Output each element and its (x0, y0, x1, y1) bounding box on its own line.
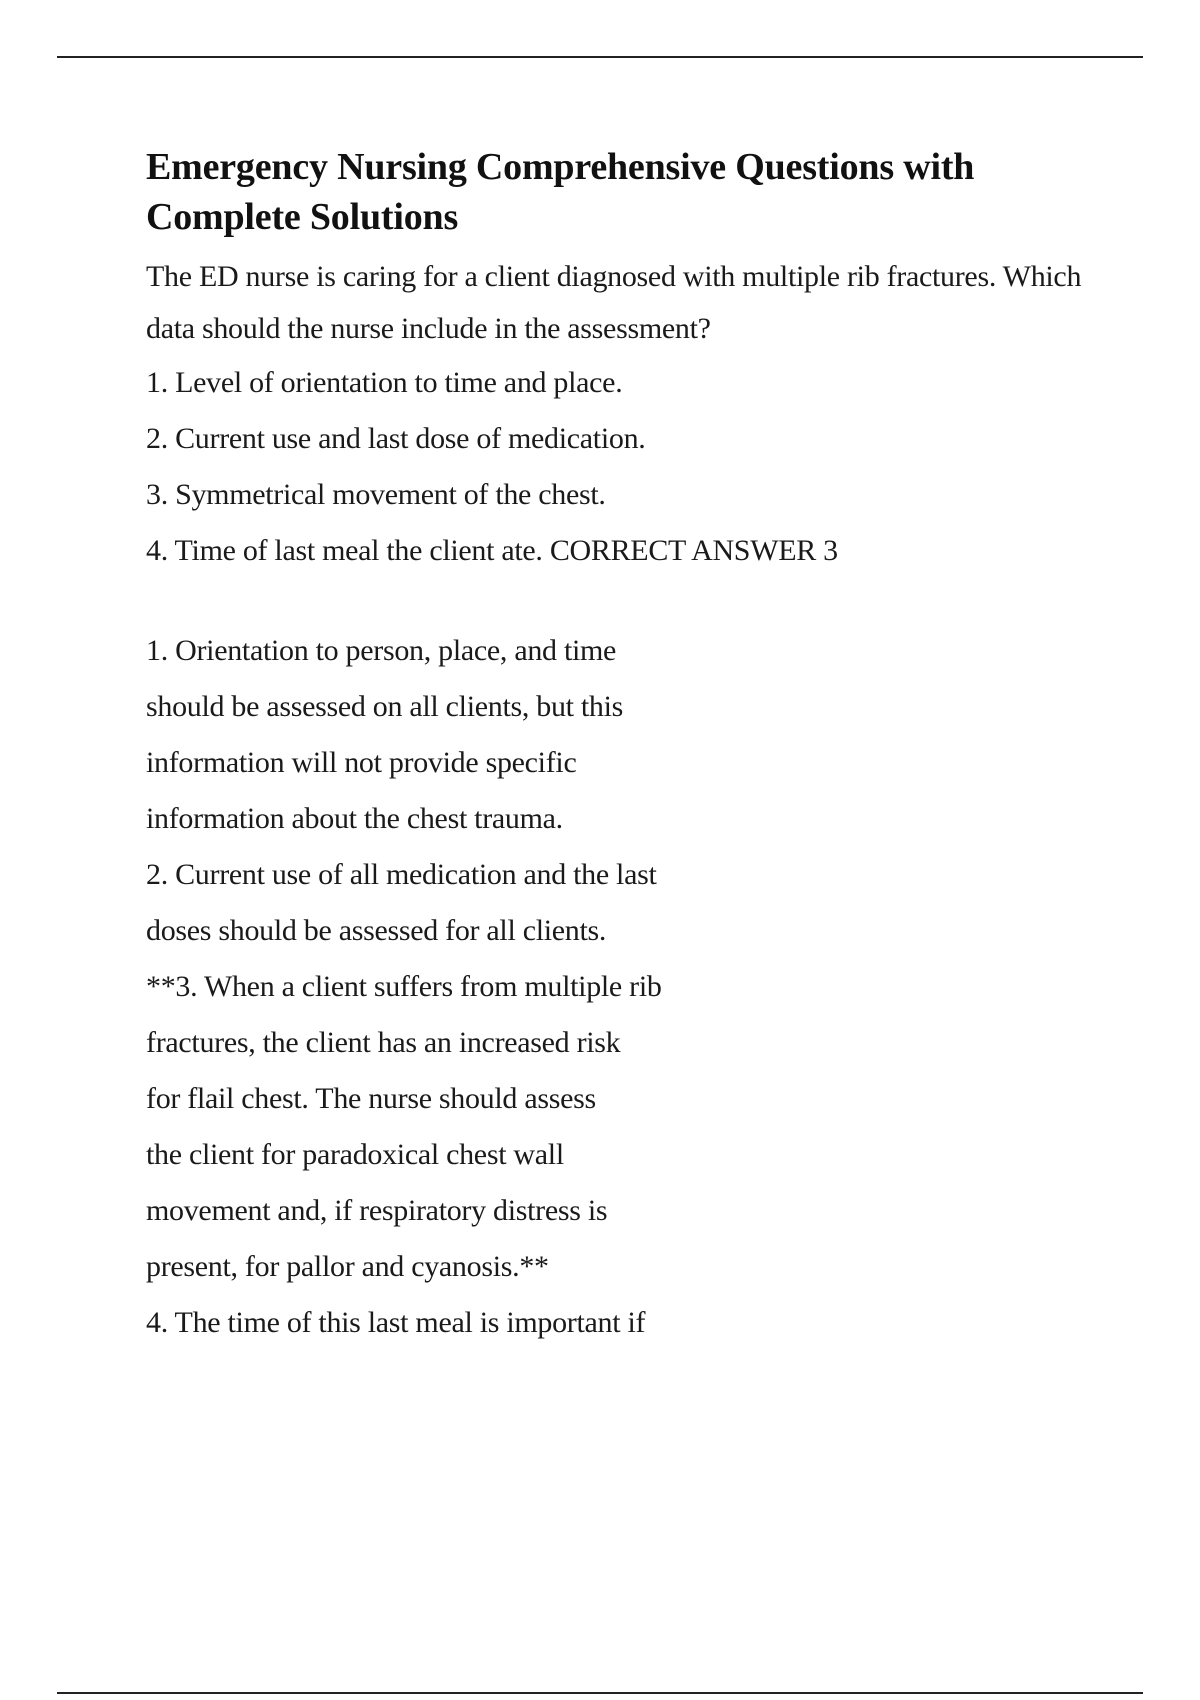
rationale-line: 2. Current use of all medication and the last (146, 858, 657, 891)
document-title: Emergency Nursing Comprehensive Questions with Complete Solutions (146, 146, 975, 238)
rationale-line: the client for paradoxical chest wall (146, 1138, 564, 1171)
answer-option-1: 1. Level of orientation to time and place. (146, 366, 623, 399)
top-rule (57, 56, 1143, 58)
answer-option-2: 2. Current use and last dose of medication. (146, 422, 646, 455)
rationale-line: information will not provide specific (146, 746, 577, 779)
question-stem-line-2: data should the nurse include in the assessment? (146, 312, 711, 345)
question-stem-line-1: The ED nurse is caring for a client diagnosed with multiple rib fractures. Which (146, 260, 1082, 293)
rationale-line: fractures, the client has an increased risk (146, 1026, 621, 1059)
rationale-line: 1. Orientation to person, place, and time (146, 634, 617, 667)
rationale-line: doses should be assessed for all clients. (146, 914, 607, 947)
rationale-line: for flail chest. The nurse should assess (146, 1082, 596, 1115)
rationale-line: 4. The time of this last meal is important if (146, 1306, 646, 1339)
rationale-line: present, for pallor and cyanosis.** (146, 1250, 549, 1283)
rationale-line: should be assessed on all clients, but this (146, 690, 624, 723)
answer-option-4-with-correct-answer: 4. Time of last meal the client ate. CORRECT ANSWER 3 (146, 534, 838, 567)
answer-option-3: 3. Symmetrical movement of the chest. (146, 478, 606, 511)
rationale-line: information about the chest trauma. (146, 802, 563, 835)
bottom-rule (57, 1692, 1143, 1694)
rationale-line: movement and, if respiratory distress is (146, 1194, 608, 1227)
page-content (146, 142, 1106, 1342)
rationale-line: **3. When a client suffers from multiple rib (146, 970, 662, 1003)
section-spacer (146, 570, 1106, 632)
